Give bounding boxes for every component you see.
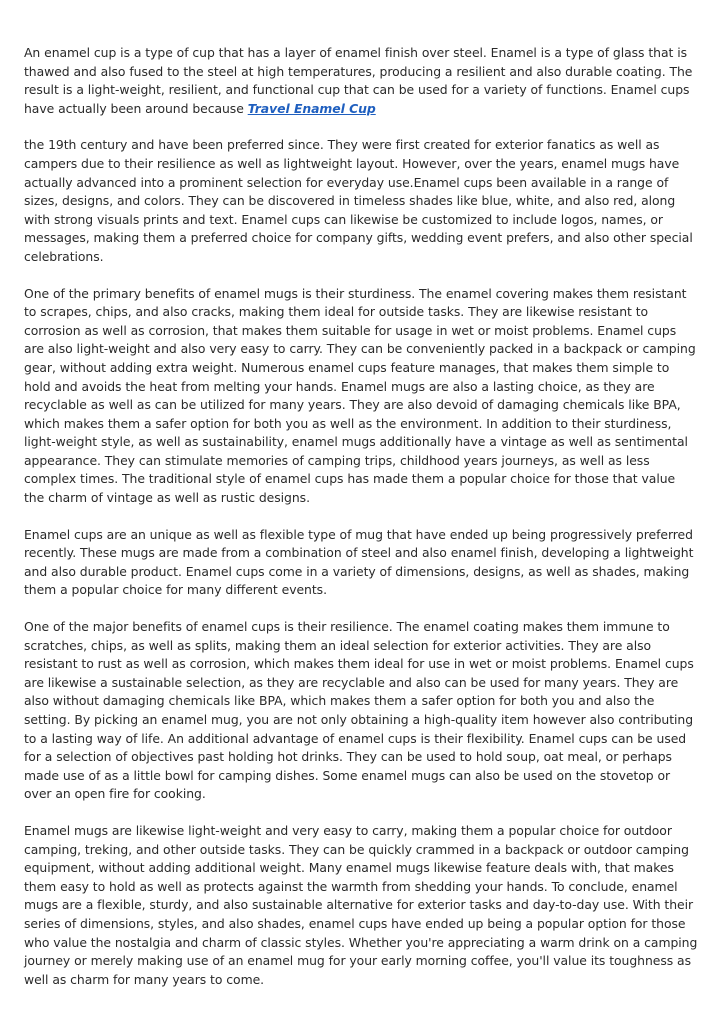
intro-paragraph <box>24 44 698 118</box>
paragraph-history: the 19th century and have been preferred since. They were first created for exterior fanatics as well as campers due to their resilience as well as lightweight layout. However, over the years, enamel mugs have actually advanced into a prominent selection for everyday use.Enamel cups been available in a range of sizes, designs, and colors. They can be discovered in timeless shades like blue, white, and also red, along with strong visuals prints and text. Enamel cups can likewise be customized to include logos, names, or messages, making them a preferred choice for company gifts, wedding event prefers, and also other special celebrations. <box>24 137 693 264</box>
travel-enamel-cup-link[interactable]: Travel Enamel Cup <box>247 100 376 116</box>
paragraph-conclusion: Enamel mugs are likewise light-weight and very easy to carry, making them a popular choice for outdoor camping, treking, and other outside tasks. They can be quickly crammed in a backpack or outdoor camping equipment, without adding additional weight. Many enamel mugs likewise feature deals with, that makes them easy to hold as well as protects against the warmth from shedding your hands. To conclude, enamel mugs are a flexible, sturdy, and also sustainable alternative for exterior tasks and day-to-day use. With their series of dimensions, styles, and also shades, enamel cups have ended up being a popular option for those who value the nostalgia and charm of classic styles. Whether you're appreciating a warm drink on a camping journey or merely making use of an enamel mug for your early morning coffee, you'll value its toughness as well as charm for many years to come. <box>24 822 698 987</box>
paragraph-unique: Enamel cups are an unique as well as flexible type of mug that have ended up being progressively preferred recently. These mugs are made from a combination of steel and also enamel finish, developing a lightweight and also durable product. Enamel cups come in a variety of dimensions, designs, as well as shades, making them a popular choice for many different events. <box>24 526 694 598</box>
intro-text: An enamel cup is a type of cup that has a layer of enamel finish over steel. Enamel is a type of glass that is thawed and also fused to the steel at high temperatures, producing a resilient and also durable coating. The result is a light-weight, resilient, and functional cup that can be used for a variety of functions. Enamel cups have actually been around because <box>24 45 693 116</box>
paragraph-sturdiness: One of the primary benefits of enamel mugs is their sturdiness. The enamel covering makes them resistant to scrapes, chips, and also cracks, making them ideal for outside tasks. They are likewise resistant to corrosion as well as corrosion, that makes them suitable for usage in wet or moist problems. Enamel cups are also light-weight and also very easy to carry. They can be conveniently packed in a backpack or camping gear, without adding extra weight. Numerous enamel cups feature manages, that makes them simple to hold and avoids the heat from melting your hands. Enamel mugs are also a lasting choice, as they are recyclable as well as can be utilized for many years. They are also devoid of damaging chemicals like BPA, which makes them a safer option for both you as well as the environment. In addition to their sturdiness, light-weight style, as well as sustainability, enamel mugs additionally have a vintage as well as sentimental appearance. They can stimulate memories of camping trips, childhood years journeys, as well as less complex times. The traditional style of enamel cups has made them a popular choice for those that value the charm of vintage as well as rustic designs. <box>24 285 696 506</box>
paragraph-resilience: One of the major benefits of enamel cups is their resilience. The enamel coating makes them immune to scratches, chips, as well as splits, making them an ideal selection for exterior activities. They are also resistant to rust as well as corrosion, which makes them ideal for use in wet or moist problems. Enamel cups are likewise a sustainable selection, as they are recyclable and also can be used for many years. They are also without damaging chemicals like BPA, which makes them a safer option for both you and also the setting. By picking an enamel mug, you are not only obtaining a high-quality item however also contributing to a lasting way of life. An additional advantage of enamel cups is their flexibility. Enamel cups can be used for a selection of objectives past holding hot drinks. They can be used to hold soup, oat meal, or perhaps made use of as a little bowl for camping dishes. Some enamel mugs can also be used on the stovetop or over an open fire for cooking. <box>24 619 694 802</box>
